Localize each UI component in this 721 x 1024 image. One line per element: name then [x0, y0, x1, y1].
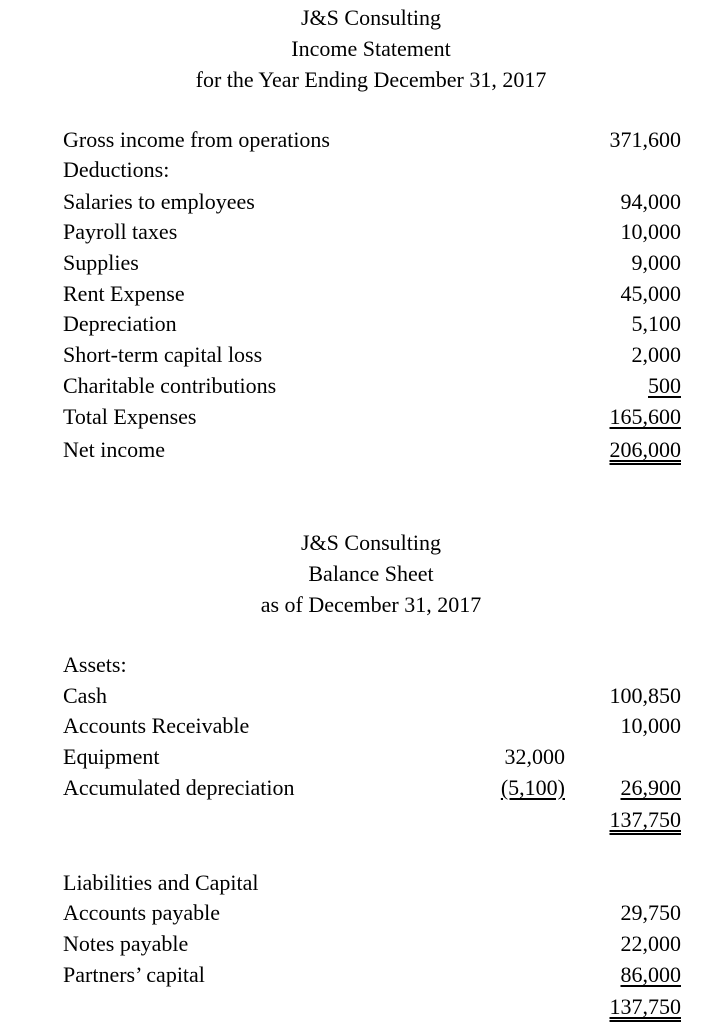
gross-income-label: Gross income from operations: [63, 127, 330, 152]
salaries-value: 94,000: [620, 189, 681, 214]
income-title: Income Statement: [291, 36, 451, 61]
assets-label: Assets:: [63, 652, 127, 677]
gross-income-value: 371,600: [609, 127, 681, 152]
net-income-value: 206,000: [609, 437, 681, 462]
accum-dep-label: Accumulated depreciation: [63, 775, 295, 800]
rent-expense-value: 45,000: [620, 281, 681, 306]
charitable-value: 500: [648, 373, 681, 398]
cash-label: Cash: [63, 683, 107, 708]
capital-loss-value: 2,000: [631, 342, 681, 367]
partners-capital-value: 86,000: [620, 962, 681, 987]
notes-payable-value: 22,000: [620, 931, 681, 956]
capital-loss-label: Short-term capital loss: [63, 342, 263, 367]
payroll-taxes-value: 10,000: [620, 219, 681, 244]
depreciation-value: 5,100: [631, 311, 681, 336]
total-assets-value: 137,750: [609, 807, 681, 832]
equipment-label: Equipment: [63, 744, 160, 769]
cash-value: 100,850: [609, 683, 681, 708]
deductions-label: Deductions:: [63, 157, 170, 182]
partners-capital-label: Partners’ capital: [63, 962, 205, 987]
total-expenses-label: Total Expenses: [63, 404, 197, 429]
receivable-value: 10,000: [620, 713, 681, 738]
balance-title: Balance Sheet: [308, 561, 434, 586]
net-income-label: Net income: [63, 437, 166, 462]
income-company: J&S Consulting: [301, 5, 441, 30]
balance-period: as of December 31, 2017: [260, 592, 482, 617]
notes-payable-label: Notes payable: [63, 931, 189, 956]
salaries-label: Salaries to employees: [63, 189, 255, 214]
supplies-label: Supplies: [63, 250, 139, 275]
supplies-value: 9,000: [631, 250, 681, 275]
income-period: for the Year Ending December 31, 2017: [195, 67, 547, 92]
equipment-net-value: 26,900: [620, 775, 681, 800]
accounts-payable-label: Accounts payable: [63, 900, 220, 925]
charitable-label: Charitable contributions: [63, 373, 277, 398]
equipment-value: 32,000: [504, 744, 565, 769]
liabilities-capital-label: Liabilities and Capital: [63, 870, 259, 895]
total-expenses-value: 165,600: [609, 404, 681, 429]
total-liabilities-value: 137,750: [609, 994, 681, 1019]
accum-dep-value: (5,100): [500, 775, 565, 800]
depreciation-label: Depreciation: [63, 311, 177, 336]
payroll-taxes-label: Payroll taxes: [63, 219, 178, 244]
balance-company: J&S Consulting: [301, 530, 441, 555]
accounts-payable-value: 29,750: [620, 900, 681, 925]
rent-expense-label: Rent Expense: [63, 281, 185, 306]
receivable-label: Accounts Receivable: [63, 713, 250, 738]
